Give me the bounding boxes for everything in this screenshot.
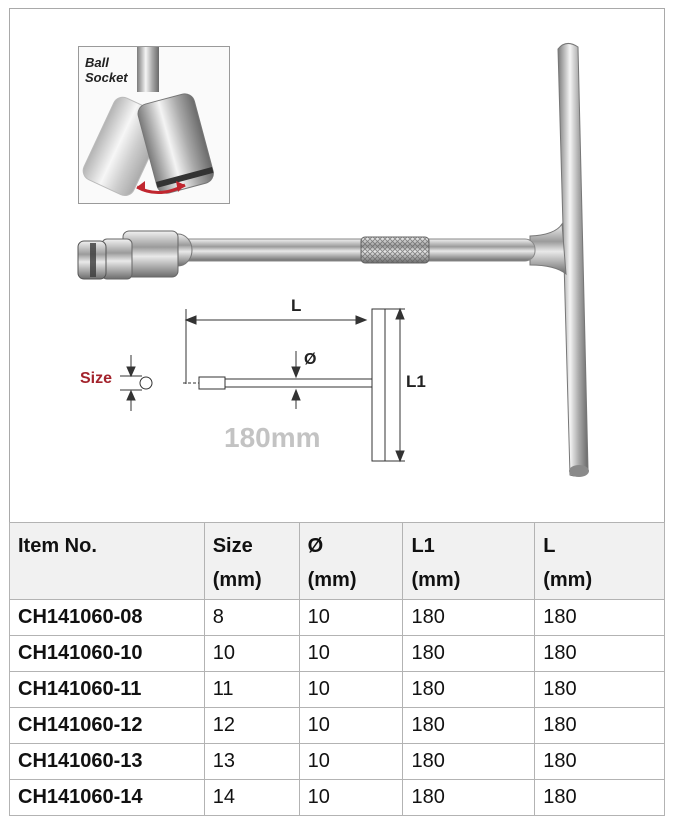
l1-cell: 180: [403, 672, 535, 708]
length-watermark: 180mm: [224, 422, 321, 453]
dimension-L-label: L: [291, 296, 302, 315]
dimension-diameter-label: Ø: [304, 351, 317, 368]
l1-cell: 180: [403, 780, 535, 816]
ball-socket-label: Ball Socket: [85, 55, 128, 85]
l-cell: 180: [535, 708, 665, 744]
item-no-cell: CH141060-08: [10, 600, 205, 636]
diameter-cell: 10: [299, 636, 403, 672]
dimension-L1-label: L1: [406, 372, 426, 391]
l1-cell: 180: [403, 600, 535, 636]
size-cell: 12: [204, 708, 299, 744]
l1-cell: 180: [403, 708, 535, 744]
l-cell: 180: [535, 780, 665, 816]
header-l: L (mm): [535, 523, 665, 600]
size-cell: 13: [204, 744, 299, 780]
size-cell: 8: [204, 600, 299, 636]
size-cell: 11: [204, 672, 299, 708]
table-row: [10, 636, 665, 672]
item-no-cell: CH141060-10: [10, 636, 205, 672]
diameter-cell: 10: [299, 672, 403, 708]
item-no-cell: CH141060-14: [10, 780, 205, 816]
size-cell: 10: [204, 636, 299, 672]
spec-header-row: [10, 523, 665, 600]
header-size: Size (mm): [204, 523, 299, 600]
l-cell: 180: [535, 672, 665, 708]
header-l1: L1 (mm): [403, 523, 535, 600]
table-row: [10, 600, 665, 636]
l1-cell: 180: [403, 744, 535, 780]
l1-cell: 180: [403, 636, 535, 672]
table-row: [10, 780, 665, 816]
item-no-cell: CH141060-13: [10, 744, 205, 780]
item-no-cell: CH141060-12: [10, 708, 205, 744]
size-label: Size: [80, 370, 113, 387]
diameter-cell: 10: [299, 780, 403, 816]
ball-socket-inset: [78, 46, 230, 204]
table-row: [10, 708, 665, 744]
header-item-no: Item No.: [10, 523, 205, 600]
product-figure: [10, 9, 664, 521]
shaft: [175, 239, 535, 261]
table-row: [10, 672, 665, 708]
diameter-cell: 10: [299, 744, 403, 780]
table-row: [10, 744, 665, 780]
spec-table: [9, 522, 665, 816]
size-cell: 14: [204, 780, 299, 816]
diameter-cell: 10: [299, 600, 403, 636]
l-cell: 180: [535, 744, 665, 780]
l-cell: 180: [535, 600, 665, 636]
item-no-cell: CH141060-11: [10, 672, 205, 708]
l-cell: 180: [535, 636, 665, 672]
header-diameter: Ø (mm): [299, 523, 403, 600]
diameter-cell: 10: [299, 708, 403, 744]
